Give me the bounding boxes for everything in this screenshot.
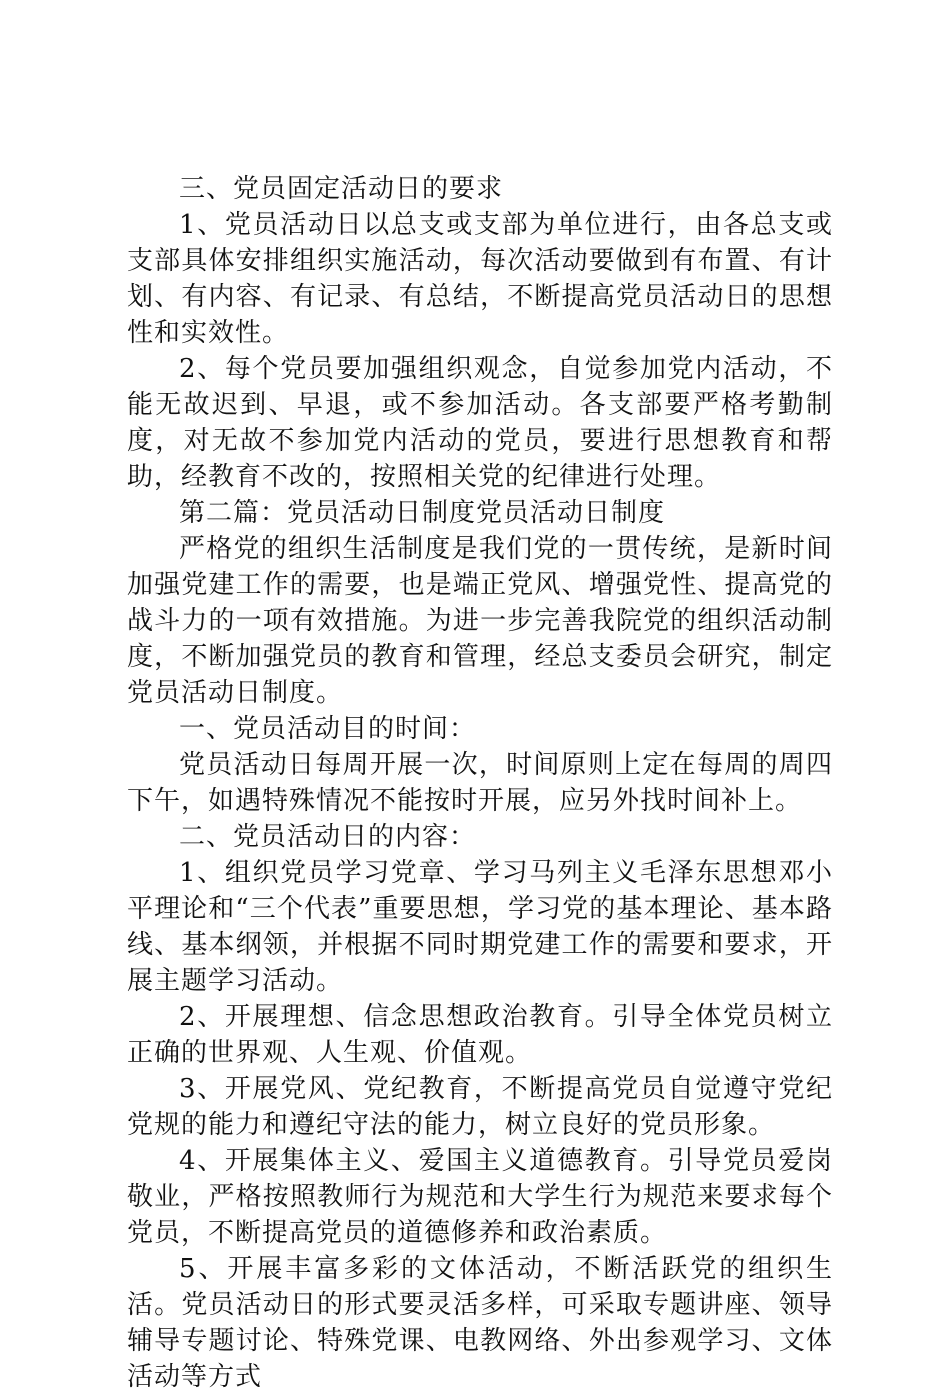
list-item: 2、开展理想、信念思想政治教育。引导全体党员树立正确的世界观、人生观、价值观。 <box>127 1002 833 1068</box>
list-item: 3、开展党风、党纪教育，不断提高党员自觉遵守党纪党规的能力和遵纪守法的能力，树立良好的党员形象。 <box>127 1074 833 1140</box>
chapter-heading: 第二篇：党员活动日制度党员活动日制度 <box>179 498 666 528</box>
paragraph: 1、党员活动日以总支或支部为单位进行，由各总支或支部具体安排组织实施活动，每次活动要做到有布置、有计划、有内容、有记录、有总结，不断提高党员活动日的思想性和实效性。 <box>127 210 833 348</box>
list-item: 5、开展丰富多彩的文体活动，不断活跃党的组织生活。党员活动日的形式要灵活多样，可采取专题讲座、领导辅导专题讨论、特殊党课、电教网络、外出参观学习、文体活动等方式 <box>127 1254 833 1392</box>
document-body <box>127 171 833 1395</box>
section-heading-time: 一、党员活动目的时间： <box>179 714 477 744</box>
paragraph: 2、每个党员要加强组织观念，自觉参加党内活动，不能无故迟到、早退，或不参加活动。各支部要严格考勤制度，对无故不参加党内活动的党员，要进行思想教育和帮助，经教育不改的，按照相关党的纪律进行处理。 <box>127 354 833 492</box>
paragraph: 党员活动日每周开展一次，时间原则上定在每周的周四下午，如遇特殊情况不能按时开展，应另外找时间补上。 <box>127 750 833 816</box>
list-item: 4、开展集体主义、爱国主义道德教育。引导党员爱岗敬业，严格按照教师行为规范和大学生行为规范来要求每个党员，不断提高党员的道德修养和政治素质。 <box>127 1146 833 1248</box>
list-item: 1、组织党员学习党章、学习马列主义毛泽东思想邓小平理论和“三个代表”重要思想，学习党的基本理论、基本路线、基本纲领，并根据不同时期党建工作的需要和要求，开展主题学习活动。 <box>127 858 833 996</box>
paragraph: 严格党的组织生活制度是我们党的一贯传统，是新时间加强党建工作的需要，也是端正党风、增强党性、提高党的战斗力的一项有效措施。为进一步完善我院党的组织活动制度，不断加强党员的教育和管理，经总支委员会研究，制定党员活动日制度。 <box>127 534 833 708</box>
section-heading-content: 二、党员活动日的内容： <box>179 822 477 852</box>
section-heading-requirements: 三、党员固定活动日的要求 <box>179 174 504 204</box>
